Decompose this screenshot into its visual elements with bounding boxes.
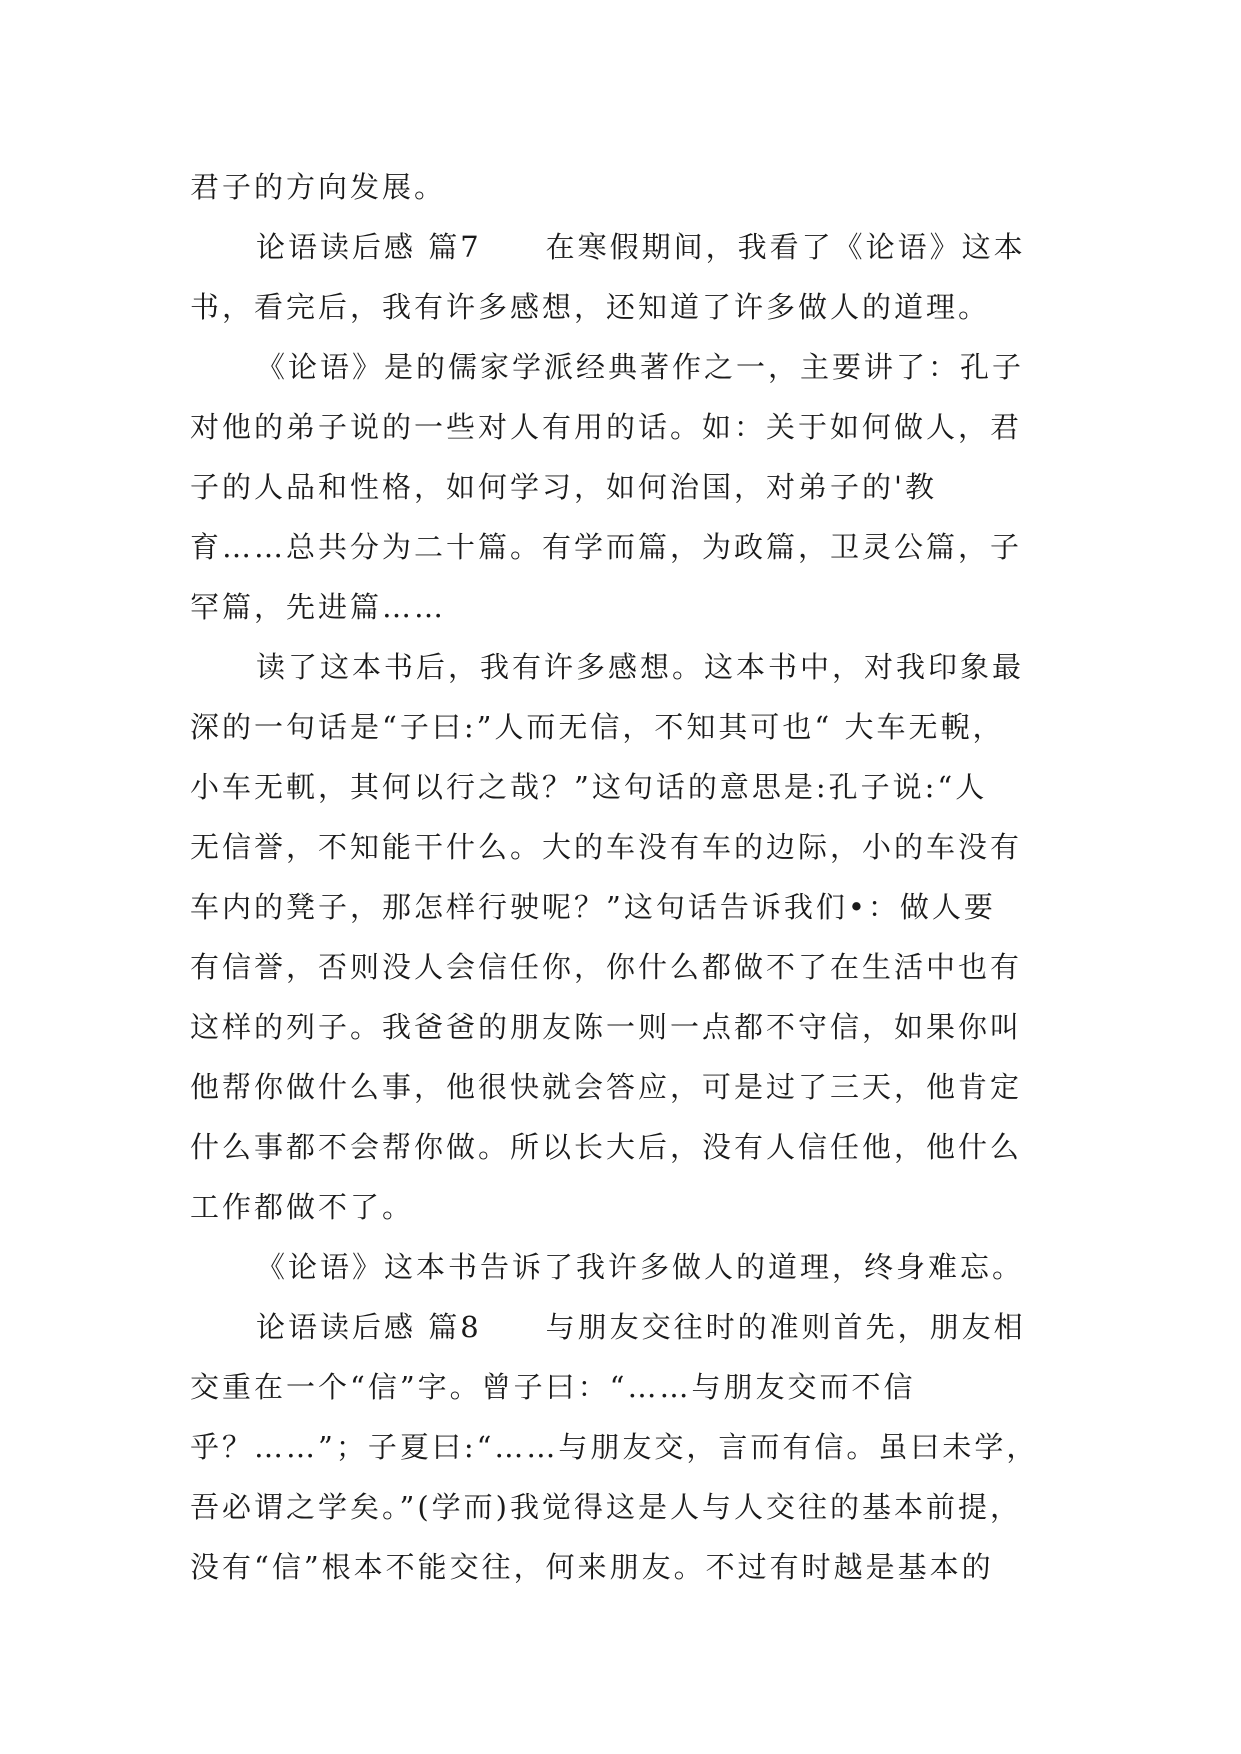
text-line: 育……总共分为二十篇。有学而篇，为政篇，卫灵公篇，子	[190, 530, 1023, 564]
text-line: 无信誉，不知能干什么。大的车没有车的边际，小的车没有	[190, 830, 1023, 864]
text-line: 书，看完后，我有许多感想，还知道了许多做人的道理。	[190, 290, 991, 324]
text-line: 吾必谓之学矣。”(学而)我觉得这是人与人交往的基本前提，	[190, 1490, 1022, 1524]
text-line: 读了这本书后，我有许多感想。这本书中，对我印象最	[256, 650, 1025, 684]
text-line: 君子的方向发展。	[190, 170, 447, 204]
text-line: 《论语》是的儒家学派经典著作之一，主要讲了：孔子	[256, 350, 1025, 384]
text-line: 论语读后感 篇7 在寒假期间，我看了《论语》这本	[256, 230, 1026, 264]
text-line: 论语读后感 篇8 与朋友交往时的准则首先，朋友相	[256, 1310, 1026, 1344]
text-line: 小车无軏，其何以行之哉？”这句话的意思是:孔子说:“人	[190, 770, 988, 804]
text-line: 什么事都不会帮你做。所以长大后，没有人信任他，他什么	[190, 1130, 1023, 1164]
text-line: 罕篇，先进篇……	[190, 590, 447, 624]
text-line: 《论语》这本书告诉了我许多做人的道理，终身难忘。	[256, 1250, 1025, 1284]
text-line: 对他的弟子说的一些对人有用的话。如：关于如何做人，君	[190, 410, 1023, 444]
text-line: 交重在一个“信”字。曾子曰：“……与朋友交而不信	[190, 1370, 916, 1404]
text-line: 乎？……”；子夏曰:“……与朋友交，言而有信。虽曰未学，	[190, 1430, 1039, 1464]
text-line: 车内的凳子，那怎样行驶呢？”这句话告诉我们•：做人要	[190, 890, 996, 924]
text-line: 深的一句话是“子曰:”人而无信，不知其可也“ 大车无輗，	[190, 710, 1005, 744]
text-line: 没有“信”根本不能交往，何来朋友。不过有时越是基本的	[190, 1550, 994, 1584]
text-line: 工作都做不了。	[190, 1190, 415, 1224]
text-line: 这样的列子。我爸爸的朋友陈一则一点都不守信，如果你叫	[190, 1010, 1023, 1044]
text-line: 他帮你做什么事，他很快就会答应，可是过了三天，他肯定	[190, 1070, 1023, 1104]
text-line: 有信誉，否则没人会信任你，你什么都做不了在生活中也有	[190, 950, 1023, 984]
text-line: 子的人品和性格，如何学习，如何治国，对弟子的'教	[190, 470, 937, 504]
document-body-text	[190, 157, 1050, 1597]
